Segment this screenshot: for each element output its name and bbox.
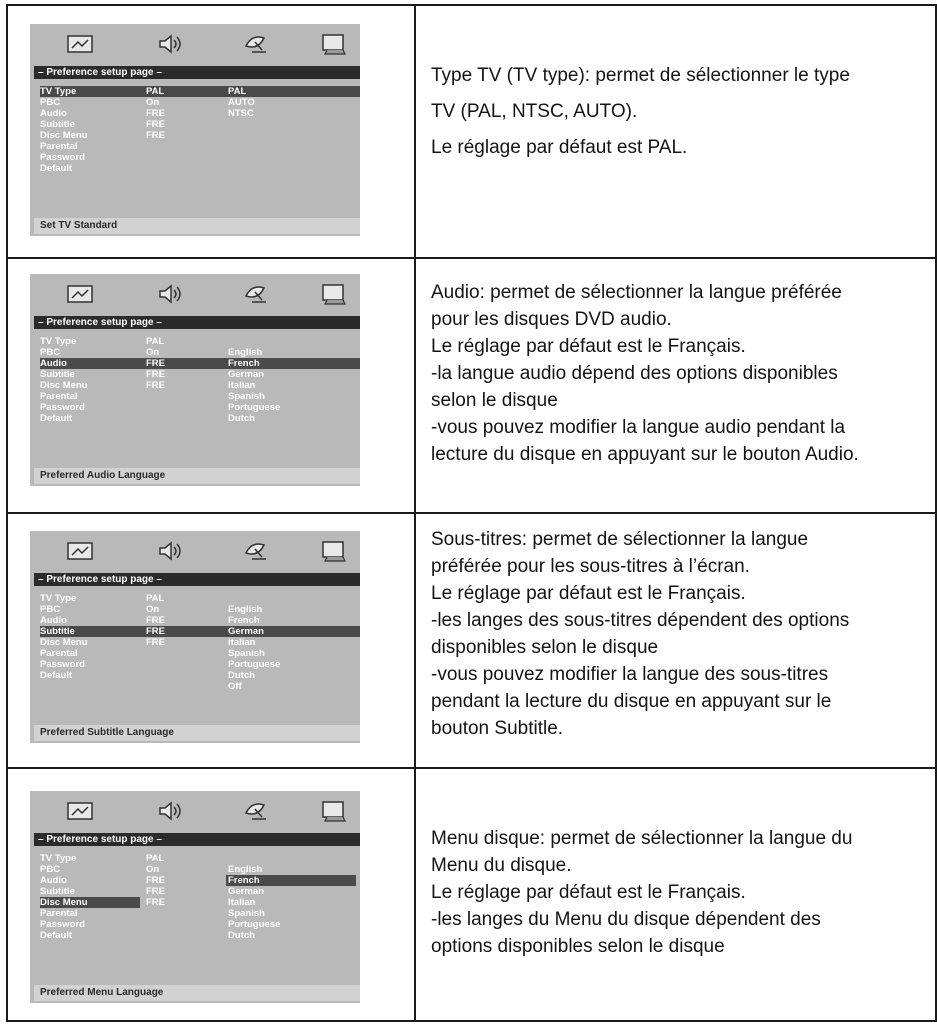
osd-header: – Preference setup page –: [34, 66, 360, 79]
column-divider: [414, 259, 416, 512]
tv-screen-icon: [66, 799, 94, 823]
osd-settings-list: [40, 853, 165, 941]
osd-option-list: [228, 604, 280, 692]
description-line: TV (PAL, NTSC, AUTO).: [431, 101, 638, 122]
description-line: Menu disque: permet de sélectionner la langue du: [431, 828, 853, 849]
setting-item[interactable]: Subtitle FRE: [40, 886, 165, 897]
manual-table: [6, 4, 937, 1022]
option-item[interactable]: German: [228, 369, 264, 380]
setting-item[interactable]: Disc Menu FRE: [40, 380, 165, 391]
option-item[interactable]: German: [228, 886, 264, 897]
setting-item[interactable]: Subtitle FRE: [40, 369, 165, 380]
setting-item[interactable]: Audio FRE: [40, 875, 165, 886]
description-tv-type: [431, 58, 927, 166]
satellite-dish-icon: [242, 799, 270, 823]
speaker-audio-icon: [156, 539, 184, 563]
description-line: -la langue audio dépend des options disponibles: [431, 363, 838, 384]
osd-screenshot-subtitle: [30, 531, 360, 743]
description-disc-menu: [431, 825, 927, 960]
osd-option-list: [228, 86, 255, 119]
osd-icon-bar: [30, 24, 360, 66]
osd-screenshot-disc-menu: [30, 791, 360, 1003]
option-item[interactable]: Spanish: [228, 391, 265, 402]
tv-screen-icon: [66, 282, 94, 306]
option-item[interactable]: English: [228, 604, 263, 615]
setting-item[interactable]: TV Type PAL: [40, 336, 165, 347]
setting-item[interactable]: PBC On: [40, 347, 160, 358]
osd-icon-bar: [30, 791, 360, 833]
setting-item[interactable]: Parental: [40, 648, 78, 659]
column-divider: [414, 769, 416, 1020]
setting-item[interactable]: TV Type PAL: [40, 86, 165, 97]
osd-option-list: [228, 864, 280, 941]
satellite-dish-icon: [242, 32, 270, 56]
setting-item[interactable]: Default: [40, 163, 73, 174]
option-item[interactable]: Dutch: [228, 930, 255, 941]
option-item[interactable]: Spanish: [228, 908, 265, 919]
description-line: Le réglage par défaut est PAL.: [431, 137, 688, 158]
description-line: Le réglage par défaut est le Français.: [431, 882, 746, 903]
setting-item[interactable]: PBC On: [40, 97, 160, 108]
description-line: Type TV (TV type): permet de sélectionner le type: [431, 65, 850, 86]
tv-screen-icon: [66, 32, 94, 56]
speaker-audio-icon: [156, 282, 184, 306]
column-divider: [414, 6, 416, 257]
option-item[interactable]: Spanish: [228, 648, 265, 659]
description-line: -les langes des sous-titres dépendent des options: [431, 610, 850, 631]
setting-item[interactable]: Parental: [40, 391, 78, 402]
osd-header: – Preference setup page –: [34, 833, 360, 846]
osd-option-list: [228, 347, 280, 424]
option-item[interactable]: Off: [228, 681, 242, 692]
speaker-audio-icon: [156, 32, 184, 56]
option-item[interactable]: French: [228, 358, 260, 369]
description-line: Audio: permet de sélectionner la langue préférée: [431, 282, 842, 303]
description-line: Le réglage par défaut est le Français.: [431, 583, 746, 604]
osd-status-bar: Preferred Subtitle Language: [34, 725, 360, 741]
option-item[interactable]: Italian: [228, 380, 256, 391]
option-item[interactable]: Italian: [228, 637, 256, 648]
option-item[interactable]: Dutch: [228, 413, 255, 424]
setting-item[interactable]: Default: [40, 930, 73, 941]
column-divider: [414, 514, 416, 767]
setting-item[interactable]: PBC On: [40, 604, 160, 615]
osd-screenshot-tv-type: [30, 24, 360, 236]
description-line: lecture du disque en appuyant sur le bouton Audio.: [431, 444, 859, 465]
description-line: options disponibles selon le disque: [431, 936, 725, 957]
row-tv-type: [6, 4, 937, 259]
satellite-dish-icon: [242, 539, 270, 563]
description-line: -vous pouvez modifier la langue audio pendant la: [431, 417, 846, 438]
setting-item[interactable]: Audio FRE: [40, 615, 165, 626]
setting-item[interactable]: Subtitle FRE: [40, 119, 165, 130]
setting-item[interactable]: Audio FRE: [40, 358, 165, 369]
description-audio: [431, 279, 927, 468]
option-item[interactable]: English: [228, 347, 263, 358]
option-item[interactable]: Portuguese: [228, 402, 281, 413]
setting-item[interactable]: TV Type PAL: [40, 853, 165, 864]
osd-icon-bar: [30, 274, 360, 316]
osd-header: – Preference setup page –: [34, 573, 360, 586]
option-item[interactable]: Portuguese: [228, 659, 281, 670]
satellite-dish-icon: [242, 282, 270, 306]
setting-item[interactable]: Audio FRE: [40, 108, 165, 119]
description-line: disponibles selon le disque: [431, 637, 659, 658]
setting-item[interactable]: TV Type PAL: [40, 593, 165, 604]
setting-item[interactable]: Parental: [40, 908, 78, 919]
tv-screen-icon: [66, 539, 94, 563]
description-line: préférée pour les sous-titres à l’écran.: [431, 556, 750, 577]
osd-settings-list: [40, 336, 165, 424]
osd-settings-list: [40, 86, 165, 174]
setting-item[interactable]: Disc Menu FRE: [40, 130, 165, 141]
setting-item[interactable]: PBC On: [40, 864, 160, 875]
osd-header: – Preference setup page –: [34, 316, 360, 329]
option-item[interactable]: AUTO: [228, 97, 255, 108]
setting-item[interactable]: Parental: [40, 141, 78, 152]
setting-item[interactable]: Password: [40, 402, 85, 413]
setting-item[interactable]: Password: [40, 152, 85, 163]
osd-icon-bar: [30, 531, 360, 573]
option-item[interactable]: Dutch: [228, 670, 255, 681]
option-item[interactable]: French: [228, 615, 260, 626]
monitor-icon: [320, 32, 348, 56]
setting-item[interactable]: Subtitle FRE: [40, 626, 165, 637]
speaker-audio-icon: [156, 799, 184, 823]
description-line: bouton Subtitle.: [431, 718, 564, 739]
row-audio: [6, 259, 937, 514]
setting-item[interactable]: Password: [40, 659, 85, 670]
option-item[interactable]: PAL: [228, 86, 247, 97]
setting-item[interactable]: Default: [40, 413, 73, 424]
osd-status-bar: Set TV Standard: [34, 218, 360, 234]
description-line: pendant la lecture du disque en appuyant sur le: [431, 691, 832, 712]
description-line: pour les disques DVD audio.: [431, 309, 672, 330]
option-item[interactable]: French: [228, 875, 260, 886]
description-line: -les langes du Menu du disque dépendent des: [431, 909, 821, 930]
row-subtitle: [6, 514, 937, 769]
option-item[interactable]: English: [228, 864, 263, 875]
osd-status-bar: Preferred Menu Language: [34, 985, 360, 1001]
setting-item[interactable]: Disc Menu FRE: [40, 637, 165, 648]
osd-status-bar: Preferred Audio Language: [34, 468, 360, 484]
option-item[interactable]: Italian: [228, 897, 256, 908]
option-item[interactable]: German: [228, 626, 264, 637]
setting-item[interactable]: Disc Menu FRE: [40, 897, 165, 908]
description-line: Sous-titres: permet de sélectionner la langue: [431, 529, 809, 550]
description-subtitle: [431, 526, 927, 742]
monitor-icon: [320, 282, 348, 306]
setting-item[interactable]: Password: [40, 919, 85, 930]
description-line: Le réglage par défaut est le Français.: [431, 336, 746, 357]
row-disc-menu: [6, 769, 937, 1022]
description-line: -vous pouvez modifier la langue des sous-titres: [431, 664, 829, 685]
option-item[interactable]: Portuguese: [228, 919, 281, 930]
description-line: Menu du disque.: [431, 855, 572, 876]
option-item[interactable]: NTSC: [228, 108, 254, 119]
setting-item[interactable]: Default: [40, 670, 73, 681]
osd-screenshot-audio: [30, 274, 360, 486]
monitor-icon: [320, 799, 348, 823]
monitor-icon: [320, 539, 348, 563]
osd-settings-list: [40, 593, 165, 681]
description-line: selon le disque: [431, 390, 558, 411]
